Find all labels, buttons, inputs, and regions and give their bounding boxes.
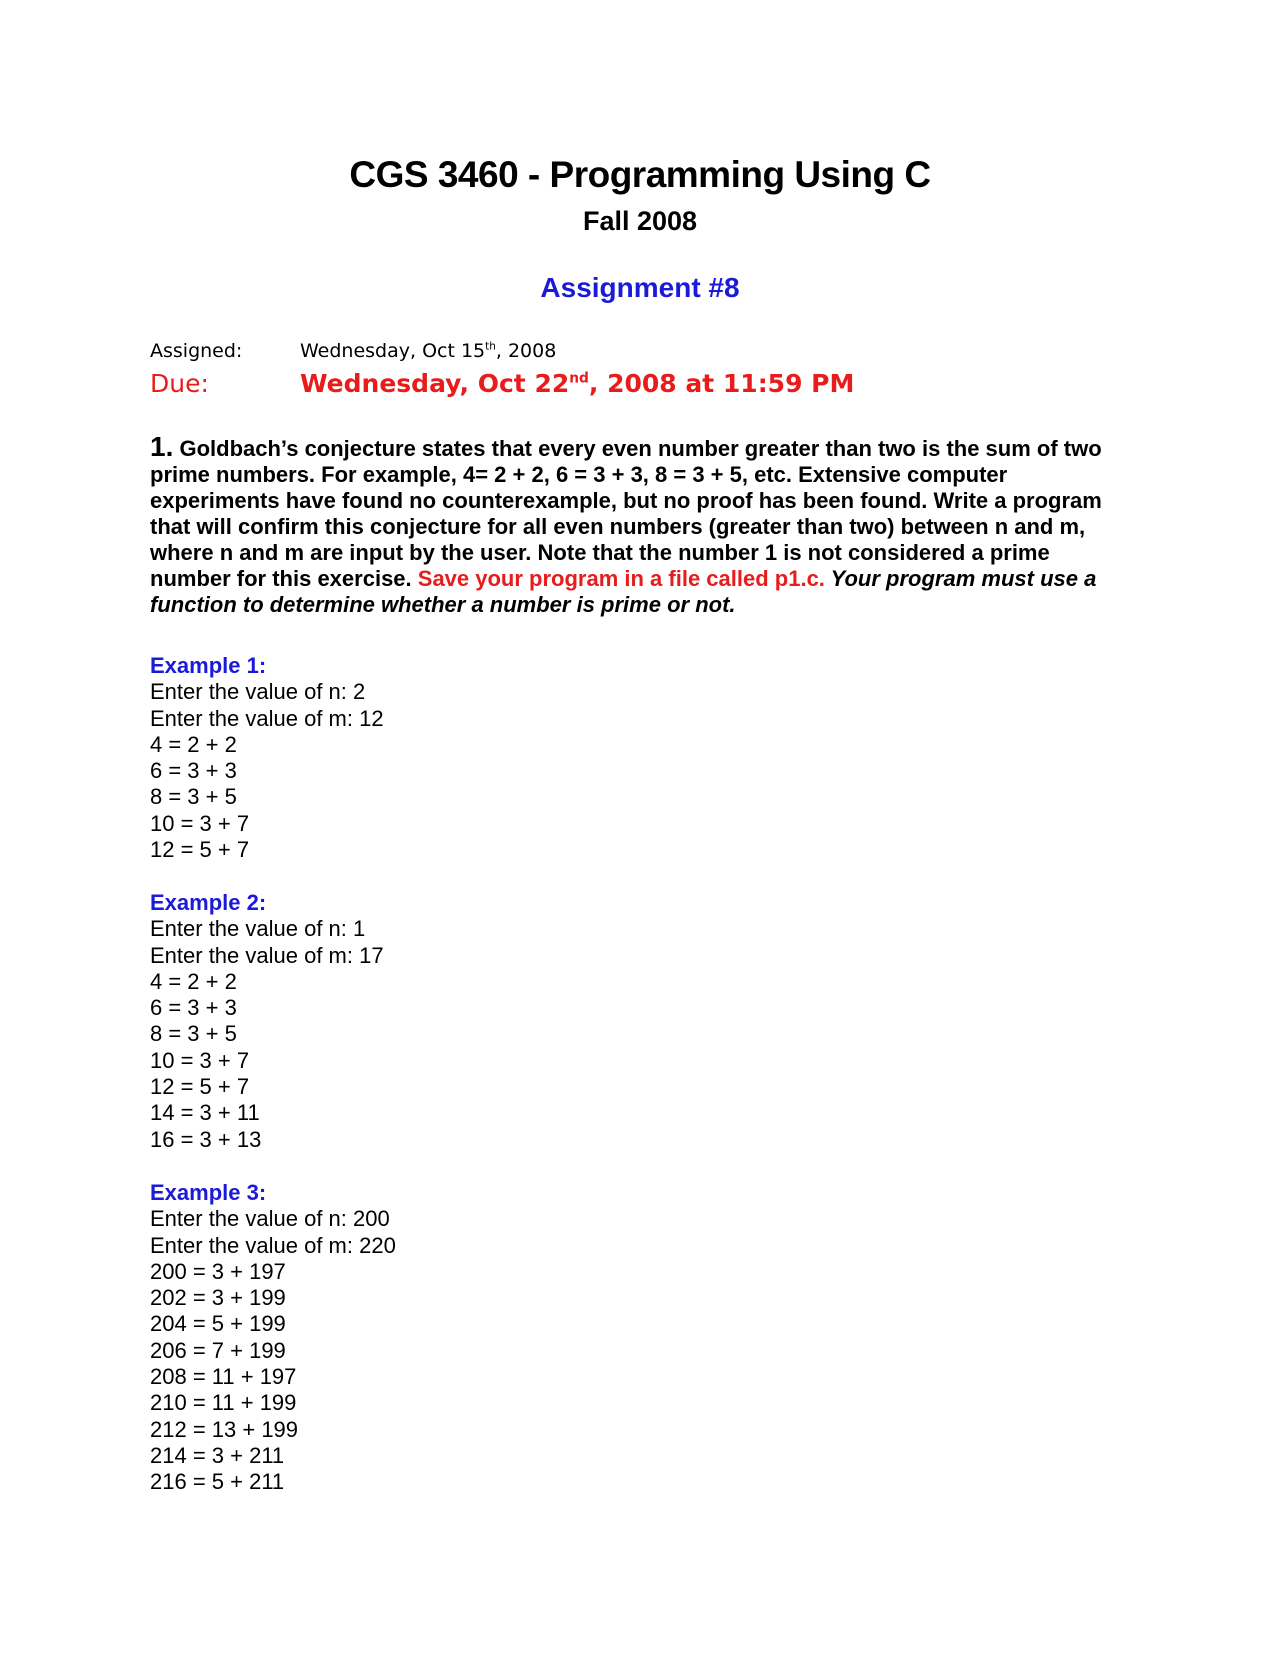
example-output-line: Enter the value of n: 1 <box>150 916 366 942</box>
example-output-line: 16 = 3 + 13 <box>150 1126 262 1152</box>
function-requirement-note: Your program must use a function to determine whether a number is prime or not. <box>150 566 1097 617</box>
example-output-line: 214 = 3 + 211 <box>150 1442 285 1468</box>
due-label: Due: <box>150 369 209 398</box>
example-output-line: 200 = 3 + 197 <box>150 1258 286 1284</box>
example-output-line: 208 = 11 + 197 <box>150 1364 297 1390</box>
example-output-line: 4 = 2 + 2 <box>150 968 237 994</box>
example-1 <box>150 653 384 863</box>
example-output-line: Enter the value of n: 2 <box>150 679 366 705</box>
assignment-title: Assignment #8 <box>540 272 740 303</box>
save-file-note: Save your program in a file called p1.c. <box>417 566 825 591</box>
example-output-line: 216 = 5 + 211 <box>150 1469 285 1495</box>
example-title: Example 3: <box>150 1180 267 1205</box>
example-output-line: 204 = 5 + 199 <box>150 1311 286 1337</box>
due-date: Wednesday, Oct 22nd, 2008 at 11:59 PM <box>300 369 855 398</box>
example-output-line: 6 = 3 + 3 <box>150 995 237 1021</box>
example-output-line: 12 = 5 + 7 <box>150 837 250 863</box>
example-output-line: 10 = 3 + 7 <box>150 810 250 836</box>
example-output-line: 206 = 7 + 199 <box>150 1337 286 1363</box>
example-output-line: 8 = 3 + 5 <box>150 1021 237 1047</box>
example-title: Example 2: <box>150 890 267 915</box>
term-label: Fall 2008 <box>582 206 698 236</box>
assigned-label: Assigned: <box>150 340 243 362</box>
assigned-date: Wednesday, Oct 15th, 2008 <box>300 340 557 362</box>
example-output-line: Enter the value of n: 200 <box>150 1206 390 1232</box>
example-output-line: Enter the value of m: 12 <box>150 705 384 731</box>
example-2 <box>150 890 384 1153</box>
example-3 <box>150 1180 396 1496</box>
example-output-line: 12 = 5 + 7 <box>150 1074 250 1100</box>
problem-text: Goldbach’s conjecture states that every even number greater than two is the sum of two prime numbers. For example, 4= 2 + 2, 6 = 3 + 3, 8 = 3 + 5, etc. Extensive computer experiments have found no counterexample, but no proof has been found. Write a program that will confirm this conjecture for all even numbers (greater than two) between n and m, where n and m are input by the user. Note that the number 1 is not considered a prime number for this exercise. <box>150 436 1102 591</box>
example-output-line: 202 = 3 + 199 <box>150 1285 286 1311</box>
example-output-line: 4 = 2 + 2 <box>150 731 237 757</box>
example-output-line: Enter the value of m: 220 <box>150 1232 396 1258</box>
course-title: CGS 3460 - Programming Using C <box>349 154 931 195</box>
example-output-line: Enter the value of m: 17 <box>150 942 384 968</box>
example-output-line: 8 = 3 + 5 <box>150 784 237 810</box>
example-output-line: 210 = 11 + 199 <box>150 1390 297 1416</box>
example-title: Example 1: <box>150 653 267 678</box>
problem-statement <box>150 431 1135 618</box>
example-output-line: 6 = 3 + 3 <box>150 758 237 784</box>
due-date-row <box>150 367 854 401</box>
example-output-line: 10 = 3 + 7 <box>150 1047 250 1073</box>
assigned-date-row <box>150 337 556 365</box>
problem-number: 1. <box>150 431 174 462</box>
example-output-line: 212 = 13 + 199 <box>150 1416 299 1442</box>
example-output-line: 14 = 3 + 11 <box>150 1100 260 1126</box>
